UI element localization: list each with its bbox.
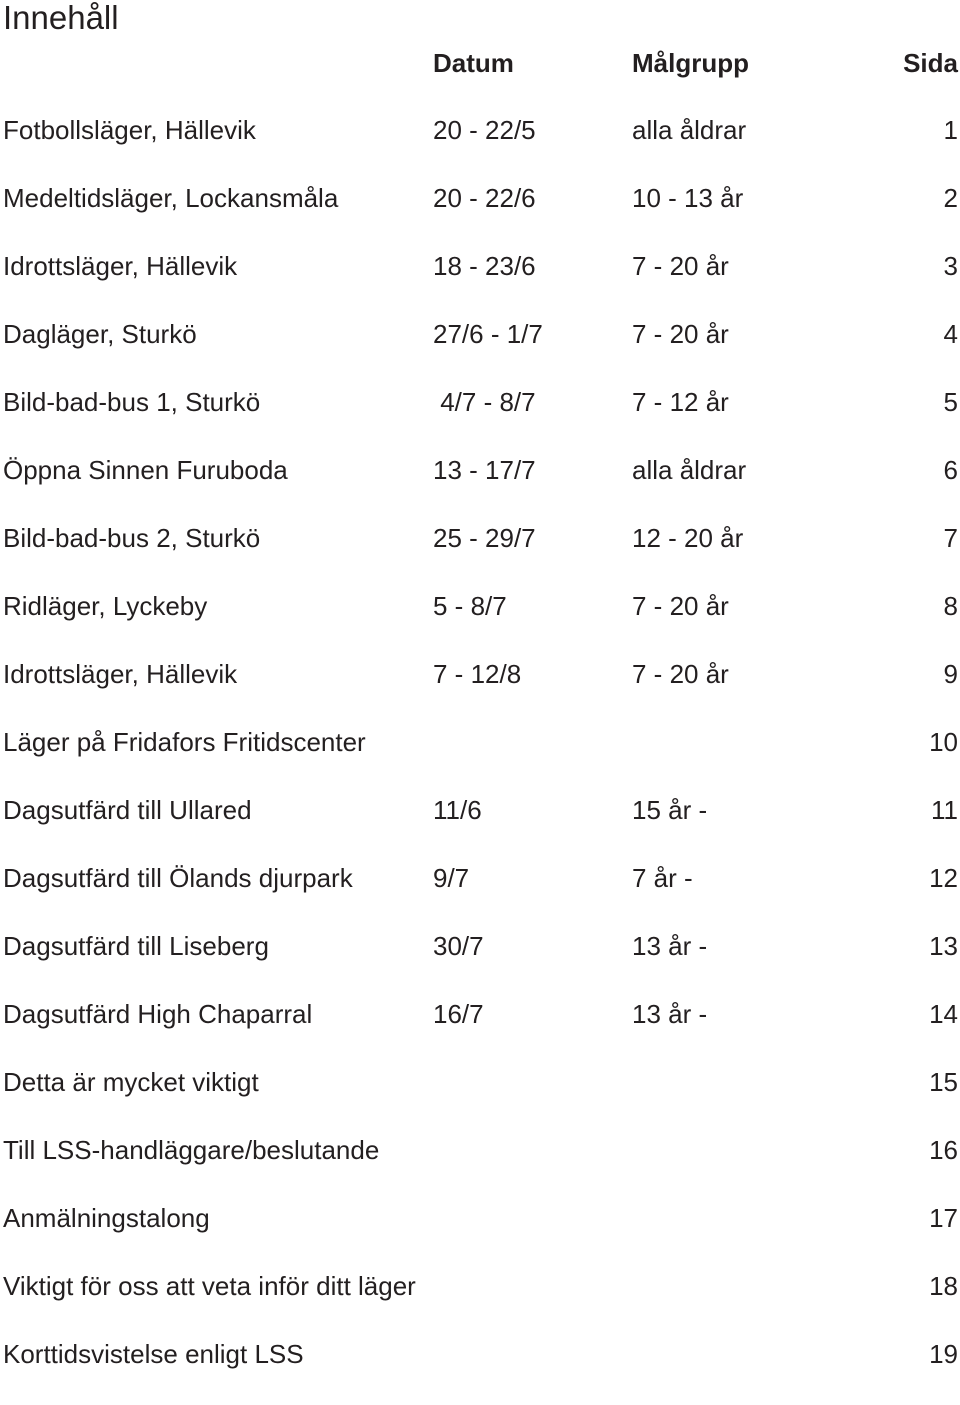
- entry-target-group: 10 - 13 år: [632, 183, 744, 213]
- entry-page-number: 6: [943, 455, 958, 485]
- entry-target-group: 12 - 20 år: [632, 523, 744, 553]
- entry-name: Läger på Fridafors Fritidscenter: [3, 727, 366, 757]
- entry-date: 4/7 - 8/7: [433, 387, 536, 417]
- table-row: [0, 1201, 960, 1269]
- entry-date: 18 - 23/6: [433, 251, 536, 281]
- entry-name: Bild-bad-bus 2, Sturkö: [3, 523, 261, 553]
- table-row: [0, 181, 960, 249]
- column-header-malgrupp: Målgrupp: [632, 48, 749, 78]
- table-row: [0, 997, 960, 1065]
- entry-name: Dagsutfärd till Liseberg: [3, 931, 269, 961]
- entry-target-group: 7 - 20 år: [632, 251, 729, 281]
- entry-date: 25 - 29/7: [433, 523, 536, 553]
- entry-name: Korttidsvistelse enligt LSS: [3, 1339, 304, 1369]
- entry-page-number: 8: [943, 591, 958, 621]
- entry-name: Bild-bad-bus 1, Sturkö: [3, 387, 261, 417]
- entry-name: Anmälningstalong: [3, 1203, 210, 1233]
- entry-page-number: 18: [929, 1271, 958, 1301]
- table-row: [0, 249, 960, 317]
- entry-target-group: 15 år -: [632, 795, 708, 825]
- entry-page-number: 19: [929, 1339, 958, 1369]
- entry-target-group: 7 år -: [632, 863, 693, 893]
- entry-page-number: 1: [943, 115, 958, 145]
- table-row: [0, 657, 960, 725]
- table-row: [0, 1269, 960, 1337]
- entry-date: 7 - 12/8: [433, 659, 522, 689]
- entry-target-group: 13 år -: [632, 931, 708, 961]
- table-row: [0, 453, 960, 521]
- entry-date: 9/7: [433, 863, 470, 893]
- entry-name: Dagläger, Sturkö: [3, 319, 197, 349]
- table-row: [0, 725, 960, 793]
- entry-page-number: 10: [929, 727, 958, 757]
- entry-date: 27/6 - 1/7: [433, 319, 543, 349]
- table-row: [0, 1065, 960, 1133]
- entry-page-number: 5: [943, 387, 958, 417]
- table-row: [0, 521, 960, 589]
- entry-name: Ridläger, Lyckeby: [3, 591, 208, 621]
- entry-page-number: 13: [929, 931, 958, 961]
- page-title: Innehåll: [3, 0, 119, 36]
- table-row: [0, 1337, 960, 1405]
- table-row: [0, 929, 960, 997]
- entry-target-group: 7 - 20 år: [632, 659, 729, 689]
- entry-date: 11/6: [433, 795, 482, 825]
- entry-date: 16/7: [433, 999, 484, 1029]
- entry-target-group: alla åldrar: [632, 115, 747, 145]
- entry-name: Idrottsläger, Hällevik: [3, 251, 238, 281]
- entry-target-group: 7 - 20 år: [632, 319, 729, 349]
- table-row: [0, 793, 960, 861]
- entry-page-number: 17: [929, 1203, 958, 1233]
- entry-date: 5 - 8/7: [433, 591, 507, 621]
- entry-date: 20 - 22/5: [433, 115, 536, 145]
- entry-page-number: 3: [943, 251, 958, 281]
- entry-name: Dagsutfärd High Chaparral: [3, 999, 313, 1029]
- entry-name: Viktigt för oss att veta inför ditt läger: [3, 1271, 416, 1301]
- table-of-contents: [0, 113, 960, 1405]
- entry-target-group: 13 år -: [632, 999, 708, 1029]
- entry-page-number: 16: [929, 1135, 958, 1165]
- entry-page-number: 2: [943, 183, 958, 213]
- table-row: [0, 317, 960, 385]
- entry-name: Dagsutfärd till Ölands djurpark: [3, 863, 353, 893]
- entry-name: Öppna Sinnen Furuboda: [3, 455, 288, 485]
- entry-name: Fotbollsläger, Hällevik: [3, 115, 256, 145]
- entry-name: Medeltidsläger, Lockansmåla: [3, 183, 339, 213]
- entry-page-number: 11: [931, 795, 958, 825]
- entry-page-number: 7: [943, 523, 958, 553]
- entry-target-group: 7 - 12 år: [632, 387, 729, 417]
- entry-name: Detta är mycket viktigt: [3, 1067, 259, 1097]
- table-row: [0, 589, 960, 657]
- entry-page-number: 14: [929, 999, 958, 1029]
- table-row: [0, 861, 960, 929]
- table-row: [0, 1133, 960, 1201]
- entry-date: 13 - 17/7: [433, 455, 536, 485]
- entry-target-group: alla åldrar: [632, 455, 747, 485]
- entry-target-group: 7 - 20 år: [632, 591, 729, 621]
- table-row: [0, 113, 960, 181]
- entry-page-number: 4: [943, 319, 958, 349]
- column-header-sida: Sida: [903, 48, 958, 78]
- entry-name: Till LSS-handläggare/beslutande: [3, 1135, 380, 1165]
- entry-page-number: 15: [929, 1067, 958, 1097]
- column-header-datum: Datum: [433, 48, 514, 78]
- entry-date: 20 - 22/6: [433, 183, 536, 213]
- entry-page-number: 9: [943, 659, 958, 689]
- entry-page-number: 12: [929, 863, 958, 893]
- entry-name: Idrottsläger, Hällevik: [3, 659, 238, 689]
- table-row: [0, 385, 960, 453]
- entry-date: 30/7: [433, 931, 484, 961]
- entry-name: Dagsutfärd till Ullared: [3, 795, 252, 825]
